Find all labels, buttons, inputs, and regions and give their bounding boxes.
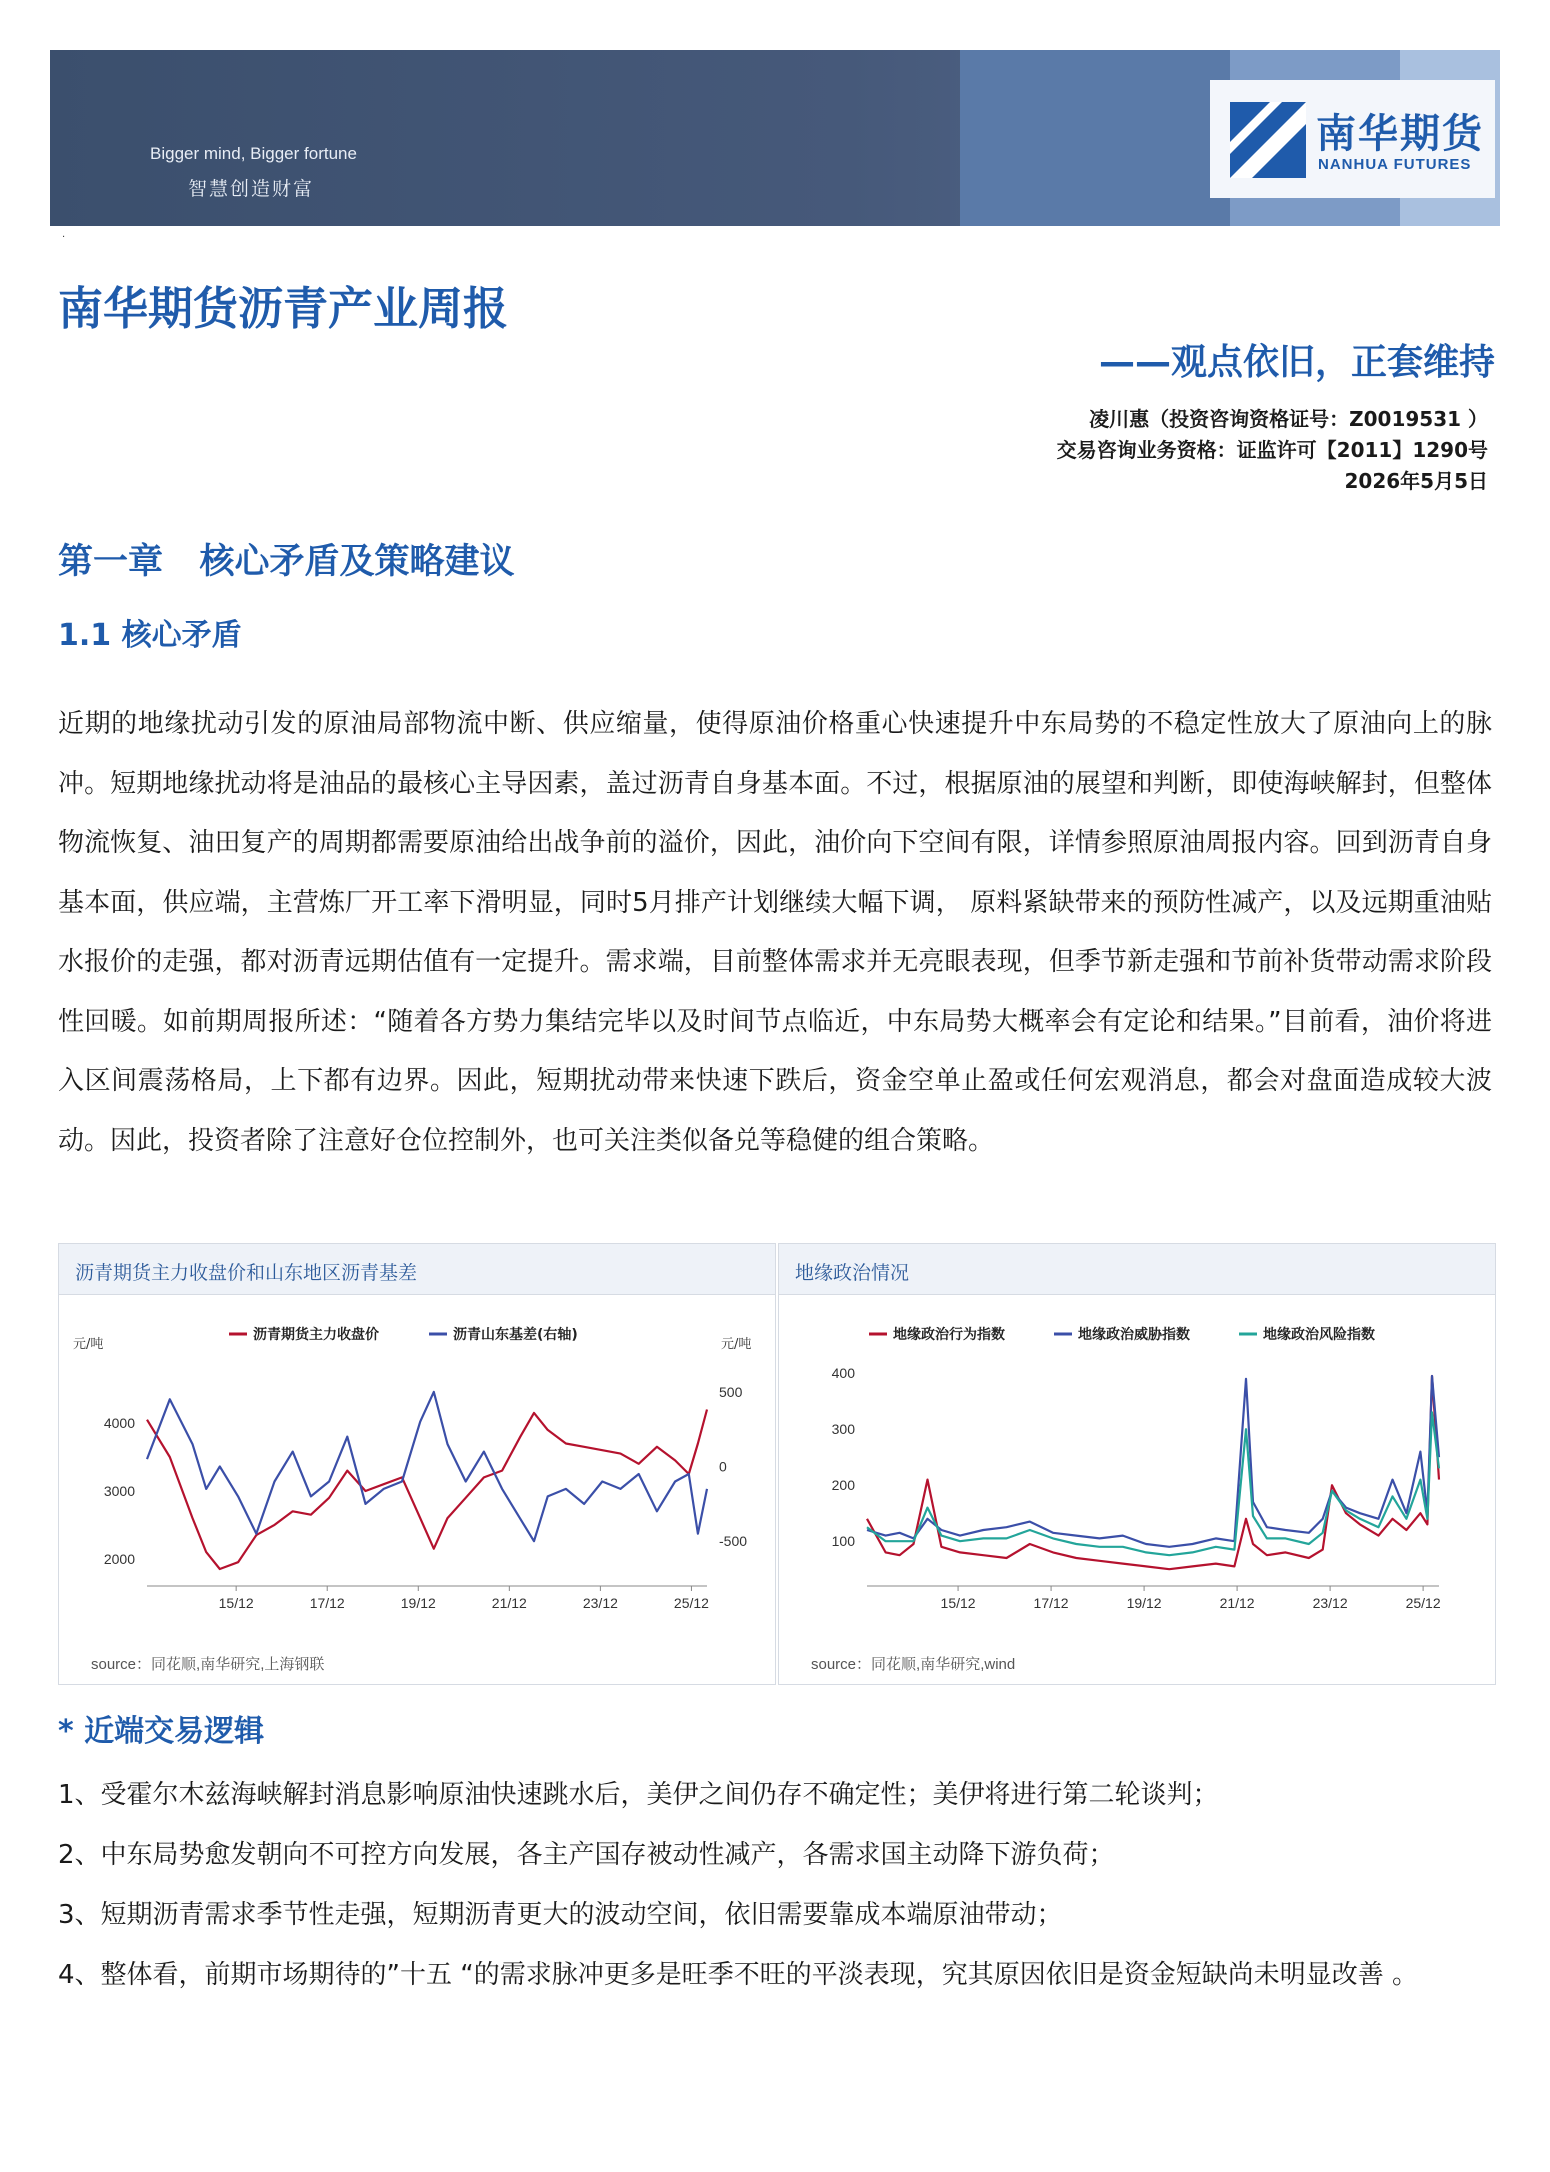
y-tick-label: 4000	[103, 1415, 135, 1432]
author-line: 凌川惠（投资咨询资格证号：Z0019531 ）	[1089, 407, 1488, 431]
slogan-cn: 智慧创造财富	[188, 178, 315, 200]
y-tick-label: 2000	[103, 1550, 135, 1567]
legend-label: 沥青山东基差(右轴)	[453, 1327, 578, 1343]
logic-list	[58, 1765, 1498, 2005]
list-item: 2、中东局势愈发朝向不可控方向发展，各主产国存被动性减产，各需求国主动降下游负荷；	[58, 1840, 1115, 1870]
company-logo	[1210, 80, 1495, 198]
legend-label: 沥青期货主力收盘价	[253, 1327, 379, 1343]
section-title: 1.1 核心矛盾	[58, 618, 242, 653]
y-right-tick-label: 0	[719, 1458, 727, 1475]
chart-geopolitics	[779, 1296, 1495, 1646]
x-tick-label: 25/12	[673, 1595, 709, 1611]
report-title: 南华期货沥青产业周报	[58, 282, 509, 335]
y-tick-label: 100	[831, 1533, 855, 1550]
series-line	[147, 1410, 707, 1570]
chart-title: 地缘政治情况	[795, 1262, 910, 1284]
author-block	[1057, 404, 1488, 497]
chart-panel-price-basis	[58, 1243, 776, 1685]
y-right-tick-label: 500	[719, 1383, 743, 1400]
logo-mark-icon	[1230, 102, 1306, 178]
banner-stripe	[960, 50, 1230, 226]
x-tick-label: 25/12	[1405, 1595, 1441, 1611]
report-subtitle: ——观点依旧，正套维持	[1098, 342, 1495, 383]
decorative-dot: ·	[62, 232, 66, 243]
series-line	[867, 1376, 1439, 1569]
logo-text-en: NANHUA FUTURES	[1318, 156, 1472, 173]
x-tick-label: 19/12	[1126, 1595, 1162, 1611]
legend-label: 地缘政治威胁指数	[1078, 1327, 1190, 1343]
x-tick-label: 15/12	[218, 1595, 254, 1611]
chapter-title: 第一章 核心矛盾及策略建议	[58, 542, 515, 582]
report-date: 2026年5月5日	[1344, 469, 1488, 493]
x-tick-label: 23/12	[582, 1595, 618, 1611]
y-axis-unit-right: 元/吨	[721, 1337, 752, 1352]
chart-panel-geopolitics	[778, 1243, 1496, 1685]
y-right-tick-label: -500	[719, 1533, 748, 1550]
series-line	[147, 1392, 707, 1541]
x-tick-label: 23/12	[1312, 1595, 1348, 1611]
chart-price-basis	[59, 1296, 775, 1646]
legend-label: 地缘政治风险指数	[1263, 1327, 1375, 1343]
x-tick-label: 15/12	[940, 1595, 976, 1611]
x-tick-label: 21/12	[491, 1595, 527, 1611]
logo-text-cn: 南华期货	[1316, 111, 1484, 157]
list-item: 3、短期沥青需求季节性走强，短期沥青更大的波动空间，依旧需要靠成本端原油带动；	[58, 1900, 1063, 1930]
list-item: 1、受霍尔木兹海峡解封消息影响原油快速跳水后，美伊之间仍存不确定性；美伊将进行第二轮谈判；	[58, 1780, 1219, 1810]
chart-source: source：同花顺,南华研究,上海钢联	[91, 1656, 325, 1673]
y-tick-label: 3000	[103, 1482, 135, 1499]
x-tick-label: 17/12	[309, 1595, 345, 1611]
x-tick-label: 17/12	[1033, 1595, 1069, 1611]
y-tick-label: 200	[831, 1477, 855, 1494]
x-tick-label: 21/12	[1219, 1595, 1255, 1611]
y-tick-label: 400	[831, 1365, 855, 1382]
slogan-en: Bigger mind, Bigger fortune	[150, 144, 357, 163]
legend-label: 地缘政治行为指数	[893, 1327, 1005, 1343]
list-item: 4、整体看，前期市场期待的”十五 “的需求脉冲更多是旺季不旺的平淡表现，究其原因依旧是资金短缺尚未明显改善 。	[58, 1960, 1419, 1990]
header-banner	[50, 50, 1500, 226]
series-line	[867, 1376, 1439, 1547]
body-paragraph: 近期的地缘扰动引发的原油局部物流中断、供应缩量，使得原油价格重心快速提升中东局势的不稳定性放大了原油向上的脉冲。短期地缘扰动将是油品的最核心主导因素，盖过沥青自身基本面。不过，根据原油的展望和判断，即使海峡解封，但整体物流恢复、油田复产的周期都需要原油给出战争前的溢价，因此，油价向下空间有限，详情参照原油周报内容。回到沥青自身基本面，供应端，主营炼厂开工率下滑明显，同时5月排产计划继续大幅下调， 原料紧缺带来的预防性减产，以及远期重油贴水报价的走强，都对沥青远期估值有一定提升。需求端，目前整体需求并无亮眼表现，但季节新走强和节前补货带动需求阶段性回暖。如前期周报所述：“随着各方势力集结完毕以及时间节点临近，中东局势大概率会有定论和结果。”目前看，油价将进入区间震荡格局，上下都有边界。因此，短期扰动带来快速下跌后，资金空单止盈或任何宏观消息，都会对盘面造成较大波动。因此，投资者除了注意好仓位控制外，也可关注类似备兑等稳健的组合策略。	[58, 709, 1492, 1156]
logic-title: * 近端交易逻辑	[58, 1714, 265, 1749]
chart-title: 沥青期货主力收盘价和山东地区沥青基差	[75, 1262, 418, 1284]
y-axis-unit-left: 元/吨	[73, 1337, 104, 1352]
chart-source: source：同花顺,南华研究,wind	[811, 1656, 1016, 1673]
x-tick-label: 19/12	[400, 1595, 436, 1611]
y-tick-label: 300	[831, 1421, 855, 1438]
license-line: 交易咨询业务资格：证监许可【2011】1290号	[1056, 438, 1488, 462]
